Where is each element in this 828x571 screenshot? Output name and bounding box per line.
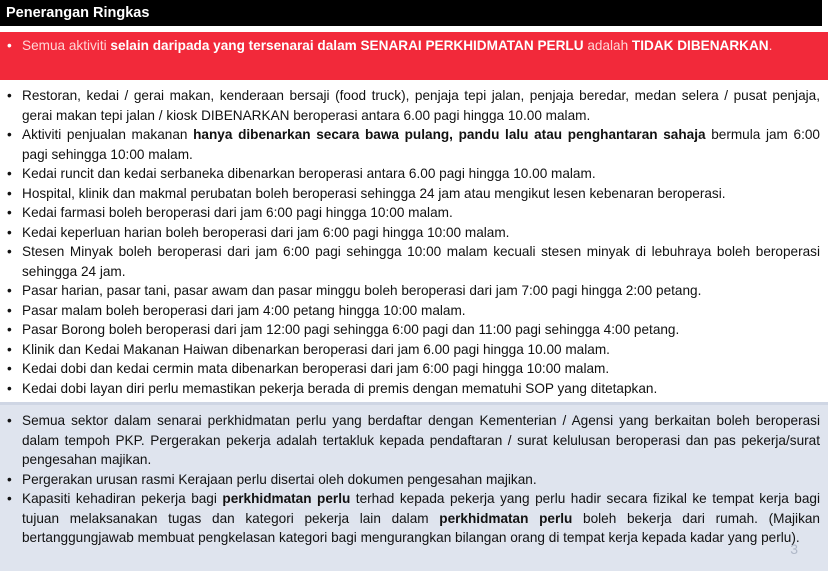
list-item: [0, 359, 820, 379]
item-text: Restoran, kedai / gerai makan, kenderaan bersaji (food truck), penjaja tepi jalan, penjaja beredar, medan selera / pusat penjaja, gerai makan tepi jalan / kiosk DIBENARKAN beroperasi antara 6.00 pagi hingga 10.00 malam.: [22, 88, 820, 123]
notice-text-2: selain daripada yang tersenarai dalam SENARAI PERKHIDMATAN PERLU: [110, 38, 584, 53]
bullet-icon: •: [7, 283, 12, 298]
item-text: Stesen Minyak boleh beroperasi dari jam 6:00 pagi sehingga 10:00 malam kecuali stesen minyak di lebuhraya boleh beroperasi sehingga 24 jam.: [22, 244, 820, 279]
bullet-icon: •: [7, 38, 12, 53]
bullet-icon: •: [7, 302, 12, 318]
bullet-icon: •: [7, 244, 12, 259]
item-text: Hospital, klinik dan makmal perubatan boleh beroperasi sehingga 24 jam atau mengikut lesen kebenaran beroperasi.: [22, 185, 726, 201]
list-item: [0, 470, 820, 490]
bullet-icon: •: [7, 205, 12, 220]
bullet-icon: •: [7, 413, 12, 428]
item-text: Pasar harian, pasar tani, pasar awam dan pasar minggu boleh beroperasi dari jam 7:00 pagi hingga 2:00 petang.: [22, 283, 702, 298]
list-item: [0, 242, 820, 281]
list-item: [0, 301, 820, 321]
operating-hours-section: [0, 80, 828, 402]
notice-text-1: Semua aktiviti: [22, 38, 111, 53]
bullet-icon: •: [7, 361, 12, 376]
red-notice-item: [0, 36, 822, 56]
list-item: [0, 125, 820, 164]
item-text: Klinik dan Kedai Makanan Haiwan dibenarkan beroperasi dari jam 6.00 pagi hingga 10.00 malam.: [22, 341, 610, 357]
bullet-icon: •: [7, 322, 12, 337]
item-text: Pasar malam boleh beroperasi dari jam 4:00 petang hingga 10:00 malam.: [22, 302, 466, 318]
notice-text-3: adalah: [583, 38, 632, 53]
list-item: [0, 184, 820, 204]
page-number: 3: [790, 541, 798, 557]
list-item: [0, 320, 820, 340]
essential-services-section: [0, 405, 828, 571]
item-text: Kedai dobi dan kedai cermin mata dibenarkan beroperasi dari jam 6:00 pagi hingga 10:00 malam.: [22, 361, 610, 376]
bullet-icon: •: [7, 185, 12, 201]
item-text: Kedai runcit dan kedai serbaneka dibenarkan beroperasi antara 6.00 pagi hingga 10.00 malam.: [22, 166, 596, 181]
bullet-icon: •: [7, 88, 12, 103]
item-text-pre: Kapasiti kehadiran pekerja bagi: [22, 491, 223, 506]
item-text: Semua sektor dalam senarai perkhidmatan perlu yang berdaftar dengan Kementerian / Agensi yang berkaitan boleh beroperasi dalam tempoh PKP. Pergerakan pekerja adalah tertakluk kepada pendaftaran / surat kelulusan beroperasi dan pas pekerja/surat pengesahan majikan.: [22, 413, 820, 467]
bullet-icon: •: [7, 127, 12, 142]
bullet-icon: •: [7, 341, 12, 357]
list-item: [0, 489, 820, 548]
item-text-bold: perkhidmatan perlu: [222, 491, 351, 506]
bullet-icon: •: [7, 471, 12, 487]
item-text-bold-2: perkhidmatan perlu: [439, 510, 573, 526]
list-item: [0, 281, 820, 301]
item-text-post: bermula jam 6:00 pagi sehingga 10:00 malam.: [22, 127, 820, 162]
item-text: Kedai dobi layan diri perlu memastikan pekerja berada di premis dengan mematuhi SOP yang ditetapkan.: [22, 380, 658, 396]
item-text-pre: Aktiviti penjualan makanan: [22, 127, 194, 142]
bullet-icon: •: [7, 380, 12, 396]
item-text: Kedai farmasi boleh beroperasi dari jam 6:00 pagi hingga 10:00 malam.: [22, 205, 453, 220]
list-item: [0, 411, 820, 470]
red-notice-box: [0, 32, 828, 80]
item-text: Kedai keperluan harian boleh beroperasi dari jam 6:00 pagi hingga 10:00 malam.: [22, 224, 510, 240]
list-item: [0, 223, 820, 243]
item-text-bold: hanya dibenarkan secara bawa pulang, pandu lalu atau penghantaran sahaja: [193, 127, 706, 142]
item-text: Pasar Borong boleh beroperasi dari jam 12:00 pagi sehingga 6:00 pagi dan 11:00 pagi sehingga 4:00 petang.: [22, 322, 680, 337]
slide-title: Penerangan Ringkas: [0, 0, 828, 26]
list-item: [0, 86, 820, 125]
list-item: [0, 379, 820, 399]
item-text: Pergerakan urusan rasmi Kerajaan perlu disertai oleh dokumen pengesahan majikan.: [22, 471, 537, 487]
list-item: [0, 203, 820, 223]
bullet-icon: •: [7, 166, 12, 181]
list-item: [0, 164, 820, 184]
notice-text-5: .: [768, 38, 773, 53]
item-text-post: boleh bekerja dari rumah. (Majikan bertanggungjawab membuat pengkelasan kategori bagi mengurangkan bilangan orang di tempat kerja kepada kadar yang perlu).: [22, 510, 820, 545]
bullet-icon: •: [7, 224, 12, 240]
item-text-mid: terhad kepada pekerja yang perlu hadir secara fizikal ke tempat kerja bagi tujuan melaksanakan tugas dan kategori pekerja lain dalam: [22, 491, 820, 526]
list-item: [0, 340, 820, 360]
notice-text-4: TIDAK DIBENARKAN: [631, 38, 769, 53]
bullet-icon: •: [7, 491, 12, 506]
